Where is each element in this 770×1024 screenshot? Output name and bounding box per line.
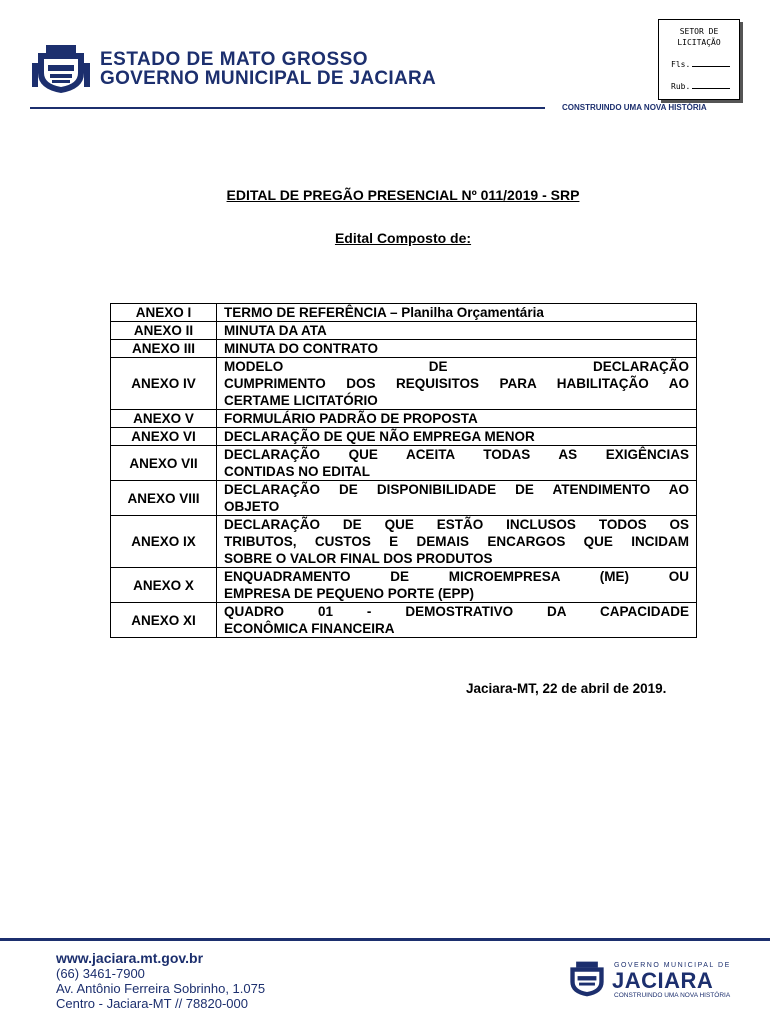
annex-table [110, 303, 697, 638]
annex-row [111, 428, 697, 446]
annex-label: ANEXO V [111, 410, 217, 428]
annex-description-line: DECLARAÇÃO DE QUE ESTÃO INCLUSOS TODOS OS [224, 517, 689, 532]
annex-row [111, 322, 697, 340]
annex-description [217, 446, 697, 481]
annex-description-line: CUMPRIMENTO DOS REQUISITOS PARA HABILITAÇÃO AO [224, 376, 689, 391]
annex-description-line: FORMULÁRIO PADRÃO DE PROPOSTA [224, 411, 478, 426]
footer-logo-top: GOVERNO MUNICIPAL DE [614, 962, 731, 969]
municipal-crest-logo [32, 43, 90, 95]
stamp-fls-field [671, 60, 730, 69]
annex-row [111, 481, 697, 516]
footer-phone: (66) 3461-7900 [56, 966, 145, 981]
annex-label: ANEXO VI [111, 428, 217, 446]
header-slogan: CONSTRUINDO UMA NOVA HISTÓRIA [562, 103, 707, 112]
annex-description [217, 358, 697, 410]
annex-label: ANEXO III [111, 340, 217, 358]
annex-description [217, 410, 697, 428]
document-title: EDITAL DE PREGÃO PRESENCIAL Nº 011/2019 - SRP [226, 187, 580, 203]
annex-description-line: OBJETO [224, 499, 280, 514]
annex-row [111, 568, 697, 603]
footer-address: Av. Antônio Ferreira Sobrinho, 1.075 [56, 981, 266, 996]
annex-description [217, 603, 697, 638]
stamp-title [659, 26, 739, 48]
header-state-name: ESTADO DE MATO GROSSO [100, 49, 369, 70]
annex-label: ANEXO VII [111, 446, 217, 481]
annex-description [217, 516, 697, 568]
annex-row [111, 446, 697, 481]
annex-description [217, 481, 697, 516]
footer-logo-name: JACIARA [612, 968, 714, 993]
annex-description-line: CONTIDAS NO EDITAL [224, 464, 370, 479]
annex-description-line: TERMO DE REFERÊNCIA – Planilha Orçamentária [224, 305, 544, 320]
annex-row [111, 410, 697, 428]
annex-description-line: DECLARAÇÃO DE QUE NÃO EMPREGA MENOR [224, 429, 535, 444]
annex-table-body [111, 304, 697, 638]
annex-label: ANEXO VIII [111, 481, 217, 516]
annex-description-line: DECLARAÇÃO QUE ACEITA TODAS AS EXIGÊNCIAS [224, 447, 689, 462]
annex-description-line: MODELO DE DECLARAÇÃO [224, 359, 689, 374]
annex-description-line: MINUTA DO CONTRATO [224, 341, 378, 356]
annex-row [111, 603, 697, 638]
footer-logo-slogan: CONSTRUINDO UMA NOVA HISTÓRIA [614, 992, 731, 999]
annex-description-line: SOBRE O VALOR FINAL DOS PRODUTOS [224, 551, 493, 566]
annex-description-line: MINUTA DA ATA [224, 323, 327, 338]
annex-description-line: ENQUADRAMENTO DE MICROEMPRESA (ME) OU [224, 569, 689, 584]
annex-row [111, 358, 697, 410]
footer-city: Centro - Jaciara-MT // 78820-000 [56, 996, 248, 1011]
annex-label: ANEXO X [111, 568, 217, 603]
stamp-rub-field [671, 82, 730, 91]
annex-label: ANEXO XI [111, 603, 217, 638]
header-divider [30, 107, 545, 109]
annex-description [217, 304, 697, 322]
stamp-title-line2: LICITAÇÃO [677, 38, 721, 47]
annex-label: ANEXO I [111, 304, 217, 322]
annex-description [217, 322, 697, 340]
annex-description [217, 340, 697, 358]
document-date: Jaciara-MT, 22 de abril de 2019. [466, 681, 667, 696]
annex-row [111, 516, 697, 568]
footer-divider [0, 938, 770, 941]
annex-description-line: QUADRO 01 - DEMOSTRATIVO DA CAPACIDADE [224, 604, 689, 619]
footer-website-link[interactable]: www.jaciara.mt.gov.br [56, 950, 204, 966]
annex-description-line: DECLARAÇÃO DE DISPONIBILIDADE DE ATENDIMENTO AO [224, 482, 689, 497]
annex-row [111, 340, 697, 358]
licitacao-stamp [658, 19, 740, 100]
annex-label: ANEXO IX [111, 516, 217, 568]
annex-description-line: CERTAME LICITATÓRIO [224, 393, 378, 408]
annex-description-line: TRIBUTOS, CUSTOS E DEMAIS ENCARGOS QUE INCIDAM [224, 534, 689, 549]
annex-description [217, 568, 697, 603]
annex-row [111, 304, 697, 322]
stamp-title-line1: SETOR DE [679, 27, 719, 36]
document-subtitle: Edital Composto de: [334, 230, 472, 246]
header-government-name: GOVERNO MUNICIPAL DE JACIARA [100, 68, 437, 89]
stamp-rub-label: Rub. [671, 82, 691, 91]
footer-crest-logo [566, 960, 608, 998]
annex-label: ANEXO IV [111, 358, 217, 410]
annex-description-line: EMPRESA DE PEQUENO PORTE (EPP) [224, 586, 475, 601]
annex-label: ANEXO II [111, 322, 217, 340]
annex-description [217, 428, 697, 446]
stamp-fls-label: Fls. [671, 60, 691, 69]
annex-description-line: ECONÔMICA FINANCEIRA [224, 621, 395, 636]
